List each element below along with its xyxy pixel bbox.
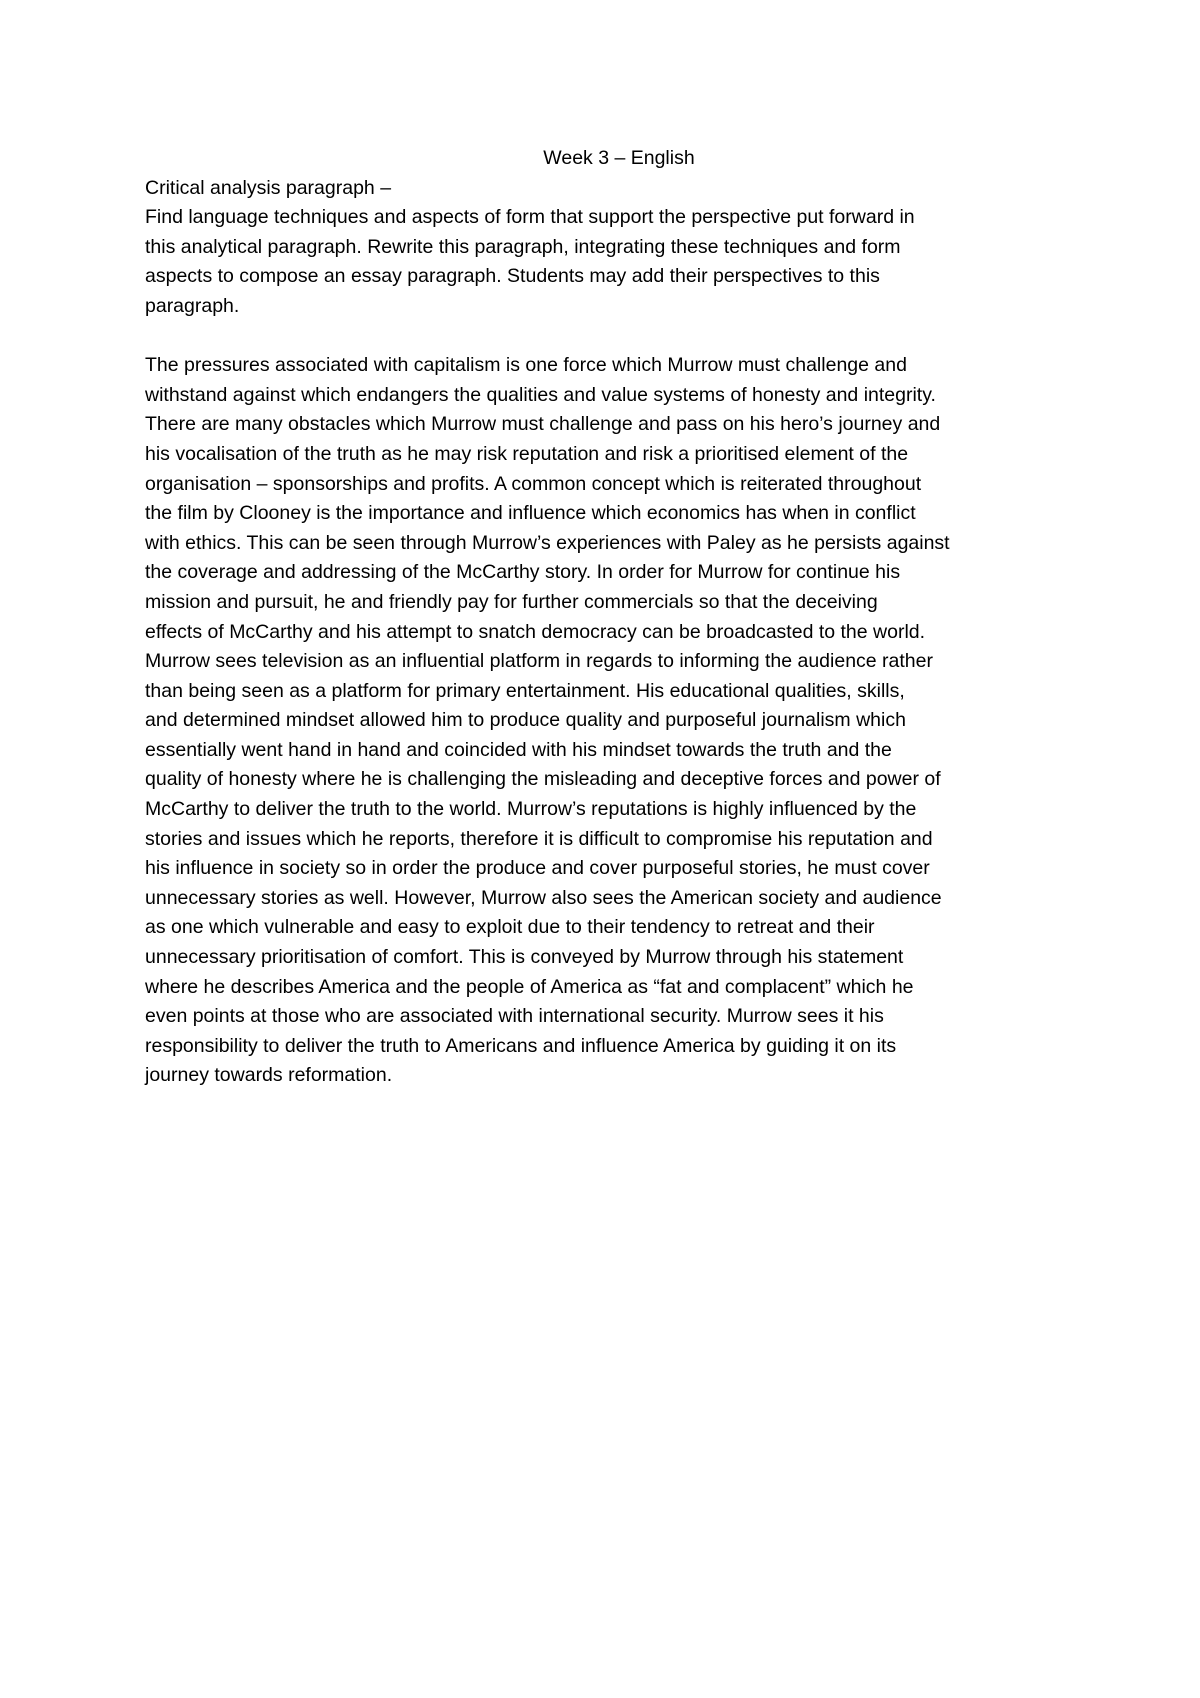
paragraph-line: and determined mindset allowed him to produce quality and purposeful journalism which [145, 709, 906, 732]
paragraph-line: essentially went hand in hand and coincided with his mindset towards the truth and the [145, 738, 892, 761]
analysis-paragraph [145, 351, 1065, 1091]
instructions-heading: Critical analysis paragraph – [145, 176, 392, 199]
paragraph-line: the coverage and addressing of the McCarthy story. In order for Murrow for continue his [145, 561, 901, 584]
paragraph-line: his influence in society so in order the produce and cover purposeful stories, he must cover [145, 857, 930, 880]
instructions-block [145, 174, 1065, 322]
paragraph-line: The pressures associated with capitalism is one force which Murrow must challenge and [145, 354, 907, 377]
page-title: Week 3 – English [543, 147, 695, 169]
paragraph-line: his vocalisation of the truth as he may risk reputation and risk a prioritised element of the [145, 442, 909, 465]
paragraph-line: the film by Clooney is the importance and influence which economics has when in conflict [145, 502, 916, 525]
paragraph-line: stories and issues which he reports, therefore it is difficult to compromise his reputation and [145, 827, 933, 850]
paragraph-line: mission and pursuit, he and friendly pay for further commercials so that the deceiving [145, 590, 878, 613]
paragraph-line: unnecessary prioritisation of comfort. This is conveyed by Murrow through his statement [145, 946, 904, 969]
paragraph-line: as one which vulnerable and easy to exploit due to their tendency to retreat and their [145, 916, 875, 939]
paragraph-line: Murrow sees television as an influential platform in regards to informing the audience rather [145, 650, 933, 673]
paragraph-line: responsibility to deliver the truth to Americans and influence America by guiding it on its [145, 1034, 897, 1057]
instructions-line: aspects to compose an essay paragraph. Students may add their perspectives to this [145, 265, 880, 288]
paragraph-line: quality of honesty where he is challenging the misleading and deceptive forces and power of [145, 768, 941, 791]
paragraph-line: with ethics. This can be seen through Murrow’s experiences with Paley as he persists against [145, 531, 950, 554]
paragraph-line: than being seen as a platform for primary entertainment. His educational qualities, skills, [145, 679, 905, 702]
instructions-line: paragraph. [145, 294, 240, 317]
paragraph-line: McCarthy to deliver the truth to the world. Murrow’s reputations is highly influenced by the [145, 798, 917, 821]
paragraph-line: even points at those who are associated with international security. Murrow sees it his [145, 1005, 884, 1028]
paragraph-line: organisation – sponsorships and profits. A common concept which is reiterated throughout [145, 472, 922, 495]
instructions-line: this analytical paragraph. Rewrite this paragraph, integrating these techniques and form [145, 235, 901, 258]
document-body [145, 144, 1065, 1091]
paragraph-line: effects of McCarthy and his attempt to snatch democracy can be broadcasted to the world. [145, 620, 926, 643]
paragraph-line: There are many obstacles which Murrow must challenge and pass on his hero’s journey and [145, 413, 941, 436]
paragraph-line: where he describes America and the people of America as “fat and complacent” which he [145, 975, 914, 998]
instructions-line: Find language techniques and aspects of form that support the perspective put forward in [145, 206, 915, 229]
paragraph-line: withstand against which endangers the qualities and value systems of honesty and integrity. [145, 383, 936, 406]
paragraph-line: journey towards reformation. [145, 1064, 393, 1087]
paragraph-line: unnecessary stories as well. However, Murrow also sees the American society and audience [145, 886, 942, 909]
paragraph-spacer [145, 322, 1065, 352]
